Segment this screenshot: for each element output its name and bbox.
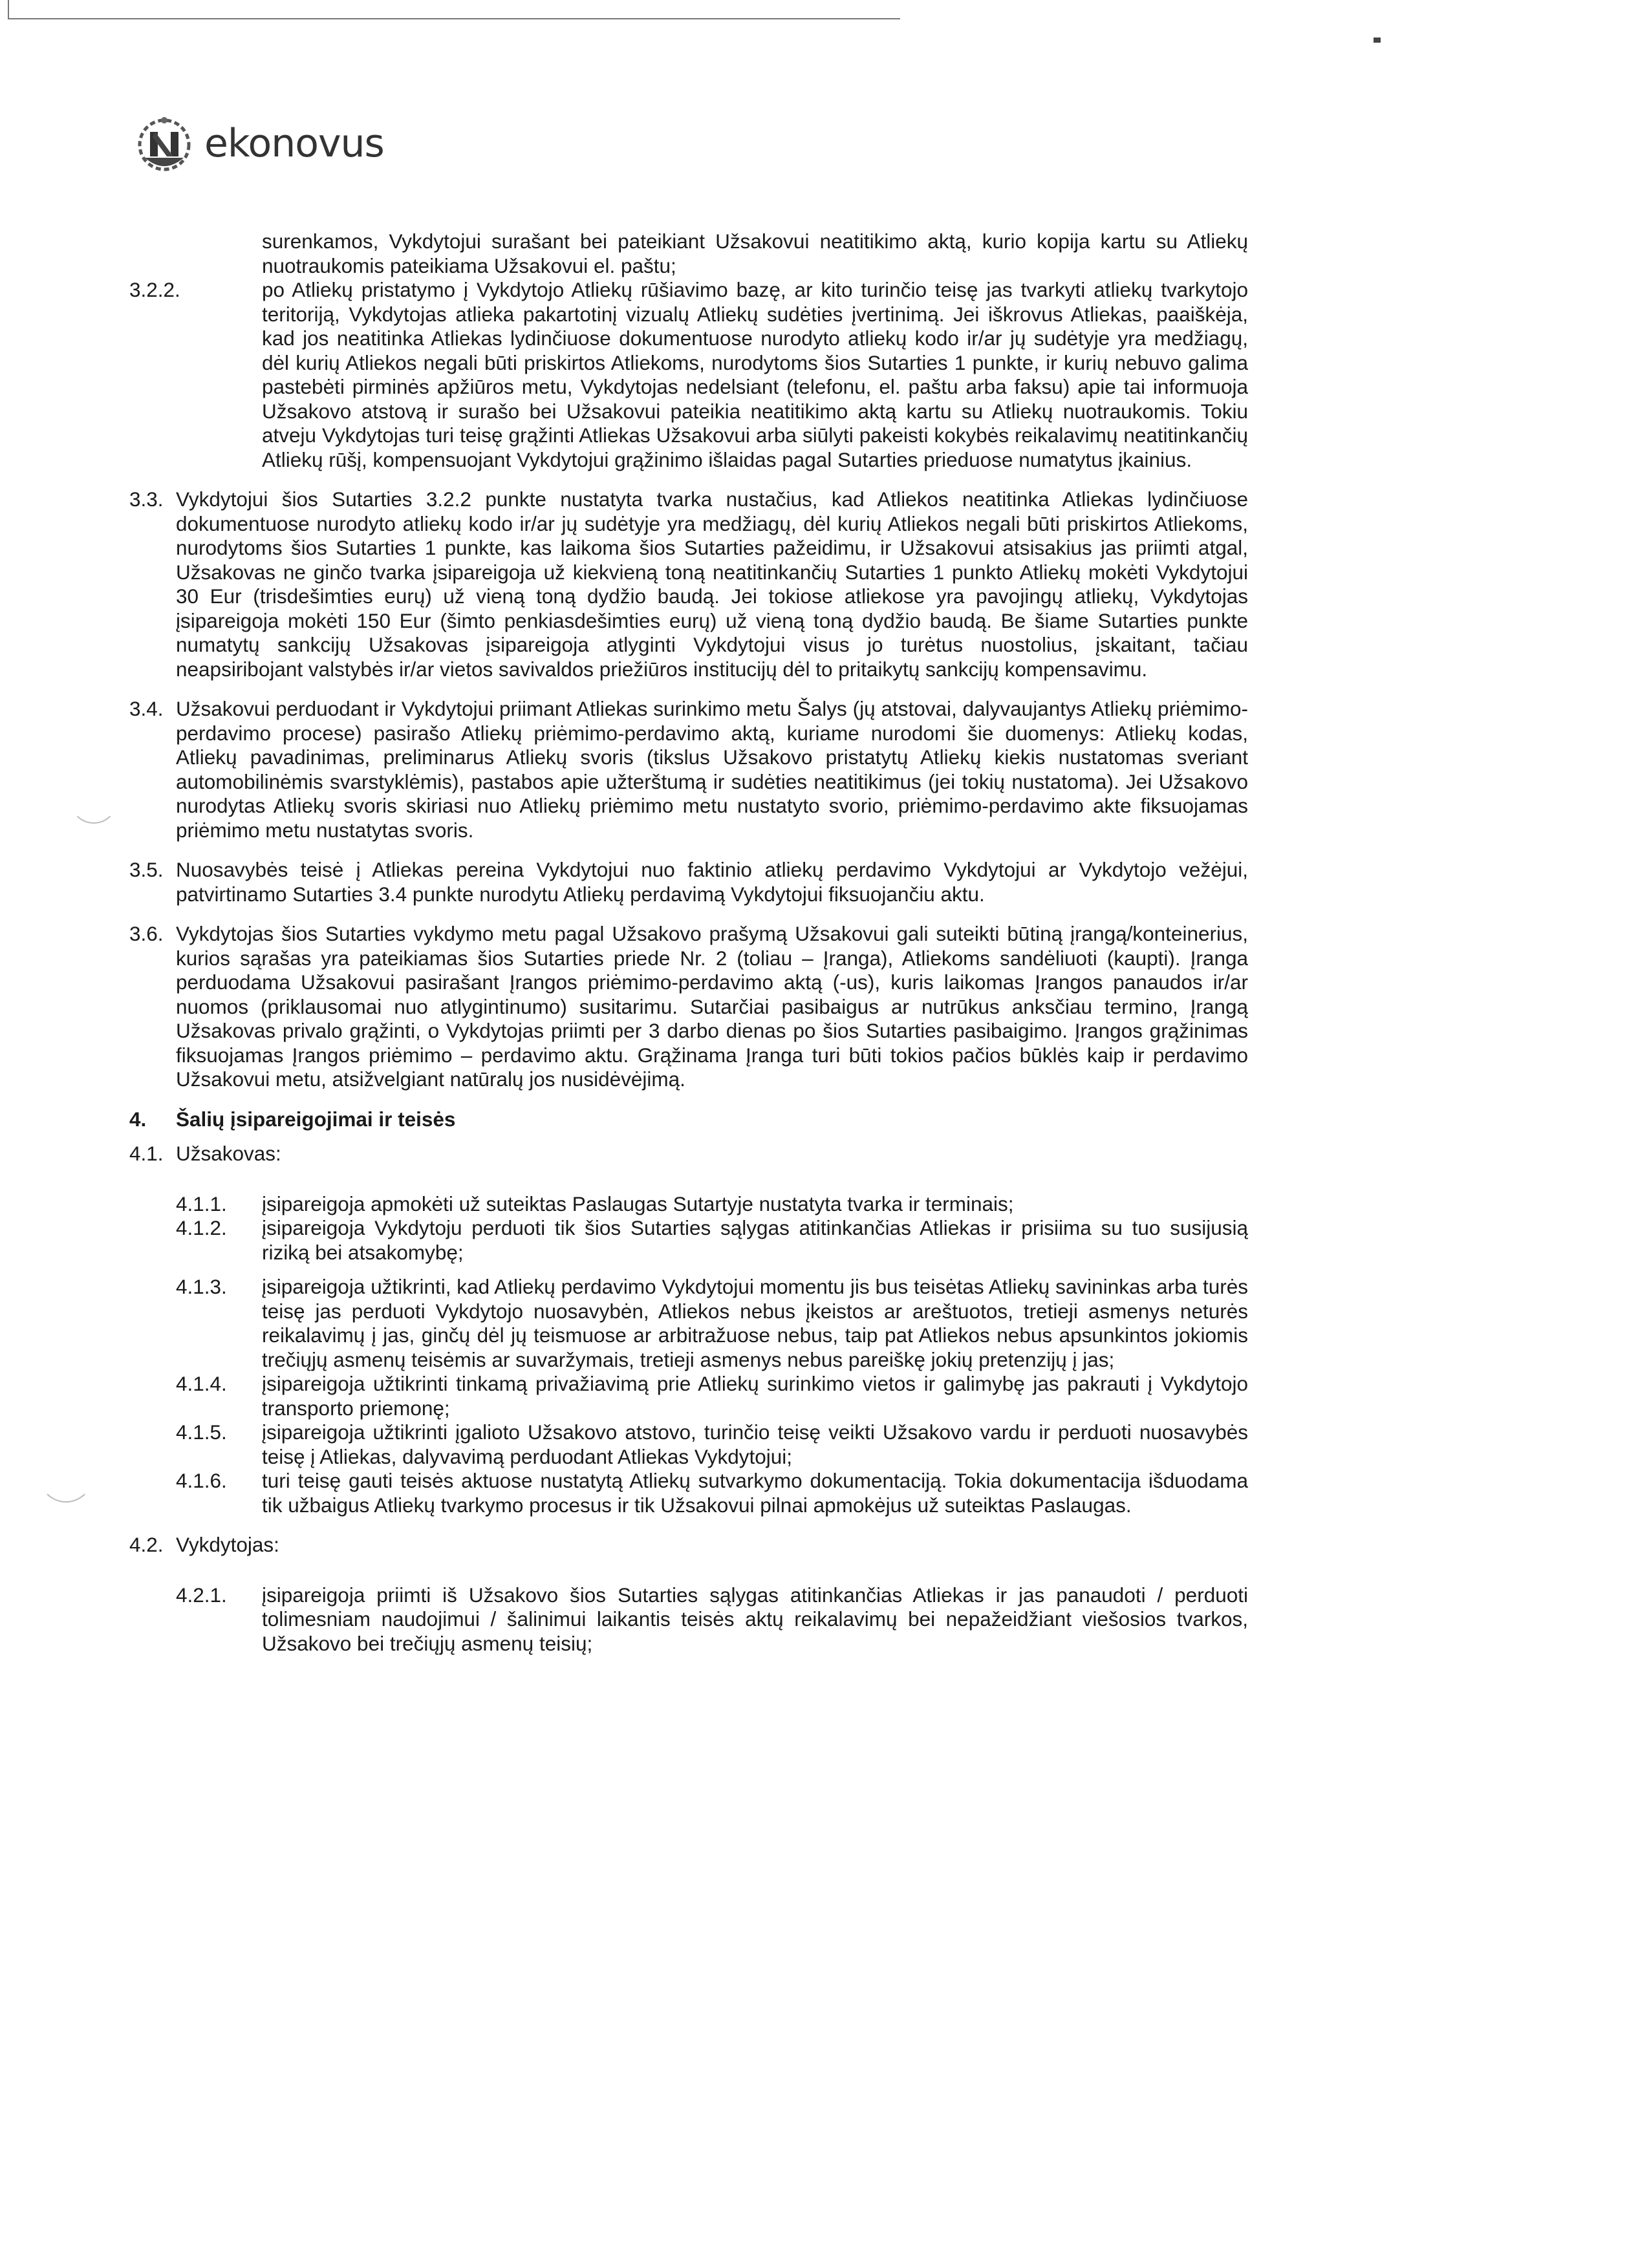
clause-number: 4.1. [129,1142,164,1165]
section-heading [129,1107,1248,1132]
clause-text: įsipareigoja Vykdytoju perduoti tik šios Sutarties sąlygas atitinkančias Atliekas ir prisiima su tuo susijusią riziką bei atsakomybę; [262,1216,1248,1264]
clause-text: surenkamos, Vykdytojui surašant bei pateikiant Užsakovui neatitikimo aktą, kurio kopija kartu su Atliekų nuotraukomis pateikiama Užsakovui el. paštu; [262,230,1248,277]
company-logo [131,111,384,176]
clause-number: 4.2.1. [176,1583,227,1607]
scan-edge-left [8,0,9,19]
clause-number: 4.1.2. [176,1216,227,1239]
clause [129,278,1248,472]
clause-text: Užsakovui perduodant ir Vykdytojui priimant Atliekas surinkimo metu Šalys (jų atstovai, dalyvaujantys Atliekų priėmimo-perdavimo procese) pasirašo Atliekų priėmimo-perdavimo aktą, kuriame nurodomi šie duomenys: Atliekų kodas, Atliekų pavadinimas, preliminarus Atliekų svoris (tikslus Užsakovo pristatytų Atliekų kiekis nustatomas sveriant automobilinėmis svarstyklėmis), pastabos apie užterštumą ir sudėties neatitikimus (jei tokių nustatoma). Jei Užsakovo nurodytas Atliekų svoris skiriasi nuo Atliekų priėmimo metu nustatyto svorio, priėmimo-perdavimo akte fiksuojamas priėmimo metu nustatytas svoris. [176,697,1248,842]
clause-text: įsipareigoja priimti iš Užsakovo šios Sutarties sąlygas atitinkančias Atliekas ir jas panaudoti / perduoti tolimesniam naudojimui / šalinimui laikantis teisės aktų reikalavimų bei nepažeidžiant viešosios tvarkos, Užsakovo bei trečiųjų asmenų teisių; [262,1583,1248,1655]
clause [129,1372,1248,1420]
clause [129,1192,1248,1217]
clause-number [129,230,262,278]
scan-speck [1374,37,1381,43]
clause-text: įsipareigoja apmokėti už suteiktas Paslaugas Sutartyje nustatyta tvarka ir terminais; [262,1192,1014,1215]
ekonovus-logo-icon [131,112,198,175]
clause-text: po Atliekų pristatymo į Vykdytojo Atliekų rūšiavimo bazę, ar kito turinčio teisę jas tvarkyti atliekų tvarkytojo teritoriją, Vykdytojas atlieka pakartotinį vizualų Atliekų sudėties įvertinimą. Jei iškrovus Atliekas, paaiškėja, kad jos neatitinka Atliekas lydinčiuose dokumentuose nurodyto atliekų kodo ir/ar jų sudėtyje yra medžiagų, dėl kurių Atliekos negali būti priskirtos Atliekoms, nurodytoms šios Sutarties 1 punkte, ir kurių nebuvo galima pastebėti pirminės apžiūros metu, Vykdytojas nedelsiant (telefonu, el. paštu arba faksu) apie tai informuoja Užsakovo atstovą ir surašo bei Užsakovui pateikia neatitikimo aktą kartu su Atliekų nuotraukomis. Tokiu atveju Vykdytojas turi teisę grąžinti Atliekas Užsakovui arba siūlyti pakeisti kokybės reikalavimų neatitinkančių Atliekų rūšį, kompensuojant Vykdytojui grąžinimo išlaidas pagal Sutarties prieduose numatytus įkainius. [262,278,1248,471]
punch-hole-mark-lower [39,1448,93,1503]
clause-text: Vykdytojas šios Sutarties vykdymo metu pagal Užsakovo prašymą Užsakovui gali suteikti būtiną įrangą/konteinerius, kurios sąrašas yra pateikiamas šios Sutarties priede Nr. 2 (toliau – Įranga), Atliekoms sandėliuoti (kaupti). Įranga perduodama Užsakovui pasirašant Įrangos priėmimo-perdavimo aktą (-us), kuris laikomas Įrangos panaudos ir/ar nuomos (priklausomai nuo atlygintinumo) susitarimu. Sutarčiai pasibaigus ar nutrūkus anksčiau termino, Įrangą Užsakovas privalo grąžinti, o Vykdytojas priimti per 3 darbo dienas po šios Sutarties pasibaigimo. Įrangos grąžinimas fiksuojamas Įrangos priėmimo – perdavimo aktu. Grąžinama Įranga turi būti tokios pačios būklės kaip ir perdavimo Užsakovui metu, atsižvelgiant natūralų jos nusidėvėjimą. [176,922,1248,1091]
clause-text: Užsakovas: [176,1142,281,1165]
clause [129,1469,1248,1517]
clause [129,230,1248,278]
contract-text [129,230,1248,1656]
punch-hole-mark-upper [70,776,118,824]
logo-wordmark: ekonovus [204,121,384,166]
clause-text: Šalių įsipareigojimai ir teisės [176,1107,456,1131]
clause-text: turi teisę gauti teisės aktuose nustatytą Atliekų sutvarkymo dokumentaciją. Tokia dokumentacija išduodama tik užbaigus Atliekų tvarkymo procesus ir tik Užsakovui pilnai apmokėjus už suteiktas Paslaugas. [262,1469,1248,1517]
clause-number: 3.4. [129,697,164,720]
clause [129,1275,1248,1372]
clause-text: Vykdytojui šios Sutarties 3.2.2 punkte nustatyta tvarka nustačius, kad Atliekos neatitinka Atliekas lydinčiuose dokumentuose nurodyto atliekų kodo ir/ar jų sudėtyje yra medžiagų, dėl kurių Atliekos negali būti priskirtos Atliekoms, nurodytoms šios Sutarties 1 punkte, kas laikoma šios Sutarties pažeidimu, ir Užsakovui atsisakius jas priimti atgal, Užsakovas ne ginčo tvarka įsipareigoja už kiekvieną toną neatitinkančių Sutarties 1 punkto Atliekų mokėti Vykdytojui 30 Eur (trisdešimties eurų) už vieną toną dydžio baudą. Jei tokiose atliekose yra pavojingų atliekų, Vykdytojas įsipareigoja mokėti 150 Eur (šimto penkiasdešimties eurų) už vieną toną dydžio baudą. Be šiame Sutarties punkte numatytų sankcijų Užsakovas įsipareigoja atlyginti Vykdytojui visus jo turėtus nuostolius, įskaitant, tačiau neapsiribojant valstybės ir/ar vietos savivaldos priežiūros institucijų dėl to pritaikytų sankcijų kompensavimu. [176,487,1248,681]
clause-number: 4.2. [129,1533,164,1556]
clause [129,1420,1248,1469]
clause-text: įsipareigoja užtikrinti įgalioto Užsakovo atstovo, turinčio teisę veikti Užsakovo vardu ir perduoti nuosavybės teisę į Atliekas, dalyvavimą perduodant Atliekas Vykdytojui; [262,1420,1248,1468]
clause [129,697,1248,842]
clause-number: 3.3. [129,487,164,511]
clause-number: 4.1.4. [176,1372,227,1395]
scan-edge-top [8,18,900,19]
clause-number: 3.2.2. [129,278,180,301]
clause-number: 3.6. [129,922,164,945]
clause-text: įsipareigoja užtikrinti tinkamą privažiavimą prie Atliekų surinkimo vietos ir galimybę jas pakrauti į Vykdytojo transporto priemonę; [262,1372,1248,1420]
clause [129,922,1248,1092]
clause [129,487,1248,681]
clause-number: 4.1.5. [176,1420,227,1444]
clause [129,1216,1248,1265]
clause-text: Vykdytojas: [176,1533,279,1556]
clause-number: 4.1.6. [176,1469,227,1492]
clause [129,1533,1248,1557]
clause [129,1142,1248,1166]
clause-number: 4.1.1. [176,1192,227,1215]
clause-number: 3.5. [129,858,164,881]
clause-number: 4.1.3. [176,1275,227,1298]
clause [129,1583,1248,1656]
clause [129,858,1248,906]
clause-text: Nuosavybės teisė į Atliekas pereina Vykdytojui nuo faktinio atliekų perdavimo Vykdytojui ar Vykdytojo vežėjui, patvirtinamo Sutarties 3.4 punkte nurodytu Atliekų perdavimą Vykdytojui fiksuojančiu aktu. [176,858,1248,906]
clause-text: įsipareigoja užtikrinti, kad Atliekų perdavimo Vykdytojui momentu jis bus teisėtas Atliekų savininkas arba turės teisę jas perduoti Vykdytojo nuosavybėn, Atliekos nebus įkeistos ar areštuotos, tretieji asmenys neturės reikalavimų į jas, ginčų dėl jų teismuose ar arbitražuose nebus, taip pat Atliekos nebus apsunkintos jokiomis trečiųjų asmenų teisėmis ar suvaržymais, tretieji asmenys nebus pareiškę jokių pretenzijų į jas; [262,1275,1248,1371]
clause-number: 4. [129,1107,147,1131]
